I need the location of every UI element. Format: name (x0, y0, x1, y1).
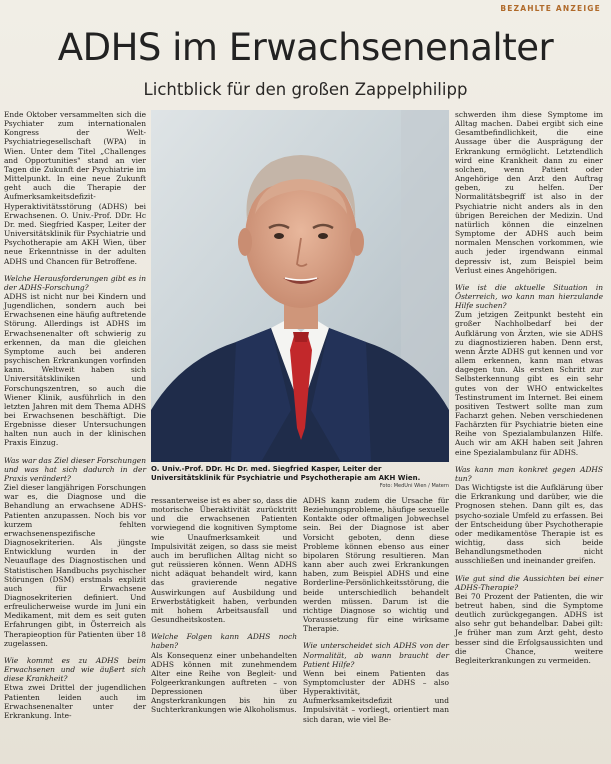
question-8: Wie gut sind die Aussichten bei einer ADHS-Therapie? (455, 573, 603, 592)
answer-7: Das Wichtigste ist die Aufklärung über die Erkrankung und darüber, wie die Prognosen stehen. Dann gilt es, das psycho-soziale Umfeld zu erfassen. Bei der Entscheidung über Psychotherapie oder medikamentöse Therapie ist es wichtig, dass sich beide Behandlungsmethoden nicht ausschließen und ineinander greifen. (455, 483, 603, 566)
answer-5: Wenn bei einem Patienten das Symptomcluster der ADHS – also Hyperaktivität, Aufmerksamkeitsdefizit und Impulsivität – vorliegt, orientiert man sich daran, wie viel Be- (303, 668, 449, 724)
portrait-photo (151, 110, 449, 462)
answer-8: Bei 70 Prozent der Patienten, die wir betreut haben, sind die Symptome deutlich zurückgegangen. ADHS ist also sehr gut behandelbar. Dabei gilt: Je früher man zum Arzt geht, desto besser sind die Erfolgsaussichten und die Chance, weitere Begleiterkrankungen zu vermeiden. (455, 591, 603, 665)
column-1 (4, 110, 146, 720)
answer-5-continued: schwerden ihm diese Symptome im Alltag machen. Dabei ergibt sich eine Gesamtbefindlichkeit, die eine Aussage über die Ausprägung der Erkrankung ermöglicht. Letztendlich wird eine Krankheit dann zu einer solchen, wenn Patient oder Angehörige den Arzt den Auftrag geben, zu helfen. Der Normalitätsbegriff ist also in der Psychiatrie nicht anders als in den übrigen Bereichen der Medizin. Und natürlich können die einzelnen Symptome der ADHS auch beim normalen Menschen vorkommen, wie auch jeder irgendwann einmal depressiv ist, zum Beispiel beim Verlust eines Angehörigen. (455, 110, 603, 275)
answer-3-continued: ressanterweise ist es aber so, dass die motorische Überaktivität zurücktritt und die erwachsenen Patienten vorwiegend die kognitiven Symptome wie Unaufmerksamkeit und Impulsivität zeigen, so dass sie meist auch im beruflichen Alltag nicht so gut reüssieren können. Wenn ADHS nicht adäquat behandelt wird, kann das gravierende negative Auswirkungen auf Ausbildung und Erwerbstätigkeit haben, verbunden mit hohem Arbeitsausfall und Gesundheitskosten. (151, 496, 297, 625)
question-2: Was war das Ziel dieser Forschungen und was hat sich dadurch in der Praxis verändert? (4, 455, 146, 483)
photo-credit: Foto: MedUni Wien / Matern (379, 483, 449, 489)
question-5: Wie unterscheidet sich ADHS von der Normalität, ab wann braucht der Patient Hilfe? (303, 641, 449, 669)
advertisement-tag: BEZAHLTE ANZEIGE (500, 4, 601, 13)
answer-1: ADHS ist nicht nur bei Kindern und Jugendlichen, sondern auch bei Erwachsenen eine häufig auftretende Störung. Allerdings ist ADHS im Erwachsenenalter oft schwierig zu erkennen, da man die gleichen Symptome auch bei anderen psychischen Erkrankungen vorfinden kann. Weltweit haben sich Universitätskliniken und Forschungszentren, so auch die Wiener Klinik, ausführlich in den letzten Jahren mit dem Thema ADHS bei Erwachsenen beschäftigt. Die Ergebnisse dieser Untersuchungen halten nun auch in der klinischen Praxis Einzug. (4, 291, 147, 448)
question-3: Wie kommt es zu ADHS beim Erwachsenen und wie äußert sich diese Krankheit? (4, 655, 146, 684)
photo-caption: O. Univ.-Prof. DDr. Hc Dr. med. Siegfried Kasper, Leiter der Universitätsklinik für Psychiatrie und Psychotherapie am AKH Wien. (151, 465, 421, 482)
answer-3: Etwa zwei Drittel der jugendlichen Patienten leiden auch im Erwachsenenalter unter der Erkrankung. Inte- (4, 683, 146, 720)
answer-4-continued: ADHS kann zudem die Ursache für Beziehungsprobleme, häufige sexuelle Kontakte oder oftmaligen Jobwechsel sein. Bei der Diagnose ist aber Vorsicht geboten, denn diese Probleme können ebenso aus einer bipolaren Störung resultieren. Man kann aber auch zwei Erkrankungen haben, zum Beispiel ADHS und eine Borderline-Persönlichkeitsstörung, die beide unterschiedlich behandelt werden müssen. Darum ist die richtige Diagnose so wichtig und Voraussetzung für eine wirksame Therapie. (303, 496, 449, 634)
column-3 (303, 496, 449, 724)
question-6: Wie ist die aktuelle Situation in Österreich, wo kann man hierzulande Hilfe suchen? (455, 282, 603, 311)
column-4 (455, 110, 603, 665)
headline: ADHS im Erwachsenenalter (57, 26, 554, 69)
intro-paragraph: Ende Oktober versammelten sich die Psychiater zum internationalen Kongress der Welt-Psychiatriegesellschaft (WPA) in Wien. Unter dem Titel „Challenges and Opportunities" stand an vier Tagen die Zukunft der Psychiatrie im Mittelpunkt. In eine neue Zukunft geht auch die Therapie der Aufmerksamkeitsdefizit-Hyperaktivitätsstörung (ADHS) bei Erwachsenen. O. Univ.-Prof. DDr. Hc Dr. med. Siegfried Kasper, Leiter der Universitätsklinik für Psychiatrie und Psychotherapie am AKH Wien, über neue Erkenntnisse in der adulten ADHS und Chancen für Betroffene. (4, 110, 146, 266)
subheadline: Lichtblick für den großen Zappelphilipp (143, 80, 468, 99)
answer-4: Als Konsequenz einer unbehandelten ADHS können mit zunehmendem Alter eine Reihe von Begleit- und Folgeerkrankungen auftreten – von Depressionen über Angsterkrankungen bis hin zu Suchterkrankungen wie Alkoholismus. (151, 650, 297, 715)
portrait-illustration (151, 110, 449, 462)
question-4: Welche Folgen kann ADHS noch haben? (151, 632, 297, 651)
question-1: Welche Herausforderungen gibt es in der ADHS-Forschung? (4, 273, 146, 292)
column-2 (151, 496, 297, 715)
answer-2: Ziel dieser langjährigen Forschungen war es, die Diagnose und die Behandlung an erwachsene ADHS-Patienten anzupassen. Noch bis vor kurzem fehlten erwachsenenspezifische Diagnosekriterien. Als jüngste Entwicklung wurden in der Neuauflage des Diagnostischen und Statistischen Handbuchs psychischer Störungen (DSM) erstmals explizit auch für Erwachsene Diagnosekriterien definiert. Und erfreulicherweise wurde im Juni ein Medikament, mit dem es seit guten Erfahrungen gibt, in Österreich als Therapieoption für Patienten über 18 zugelassen. (4, 483, 146, 648)
question-7: Was kann man konkret gegen ADHS tun? (455, 464, 603, 483)
answer-6: Zum jetzigen Zeitpunkt besteht ein großer Nachholbedarf bei der Aufklärung von Ärzten, wie sie ADHS zu diagnostizieren haben. Denn erst, wenn Ärzte ADHS gut kennen und vor allem erkennen, kann man etwas dagegen tun. Als ersten Schritt zur Selbsterkennung gibt es ein sehr gutes von der WHO entwickeltes Testinstrument im Internet. Bei einem positiven Testwert sollte man zum Facharzt gehen. Neben verschiedenen Fachärzten für Psychiatrie bieten eine Reihe von Spezialambulanzen Hilfe. Auch wir am AKH haben seit Jahren eine Spezialambulanz für ADHS. (455, 310, 603, 457)
